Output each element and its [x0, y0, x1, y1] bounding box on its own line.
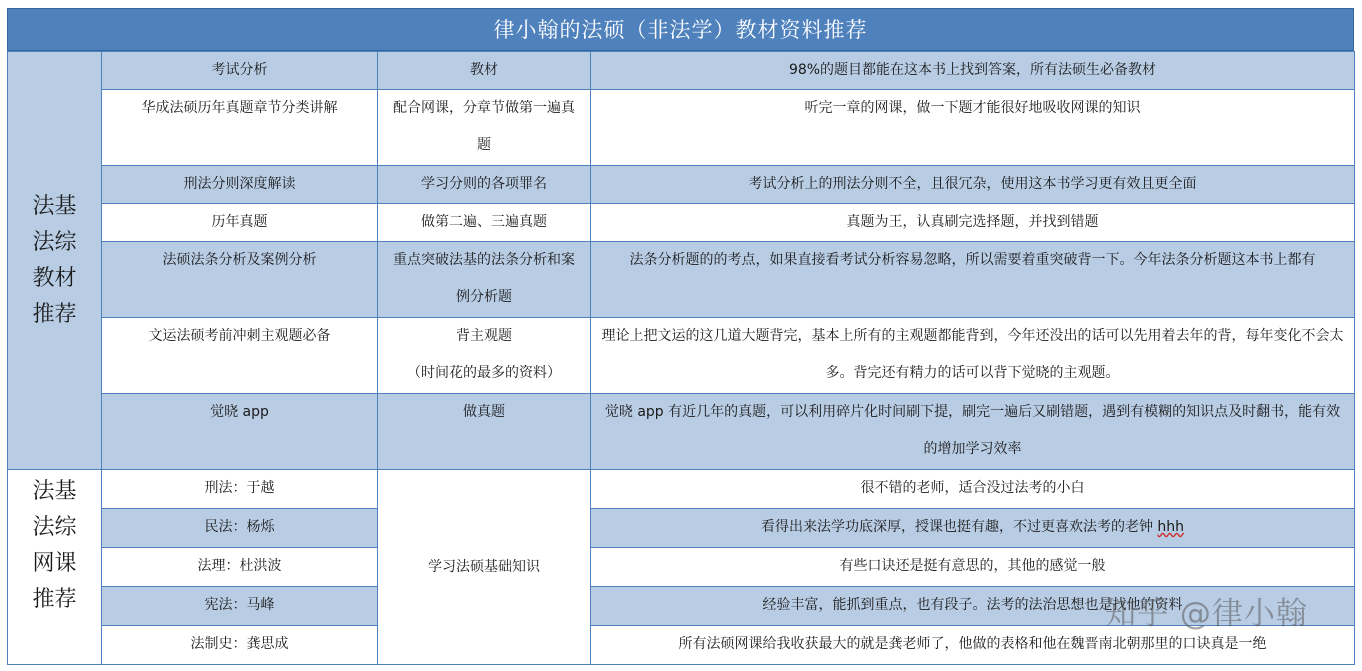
book-comment: 真题为王，认真刷完选择题，并找到错题 — [591, 204, 1355, 242]
book-name: 历年真题 — [102, 204, 378, 242]
recommendation-sheet — [7, 8, 1354, 664]
book-use: 重点突破法基的法条分析和案例分析题 — [378, 242, 591, 318]
course-comment: 有些口诀还是挺有意思的，其他的感觉一般 — [591, 548, 1355, 587]
book-use: 做第二遍、三遍真题 — [378, 204, 591, 242]
book-use: 做真题 — [378, 394, 591, 470]
book-comment: 98%的题目都能在这本书上找到答案，所有法硕生必备教材 — [591, 52, 1355, 90]
course-comment: 看得出来法学功底深厚，授课也挺有趣，不过更喜欢法考的老钟 hhh — [591, 509, 1355, 548]
course-teacher: 法理：杜洪波 — [102, 548, 378, 587]
zhihu-watermark: 知乎 @律小翰 — [1105, 596, 1308, 632]
table-row — [8, 470, 1355, 509]
table-row — [8, 52, 1355, 90]
table-row — [8, 90, 1355, 166]
book-use: 配合网课，分章节做第一遍真题 — [378, 90, 591, 166]
course-teacher: 法制史：龚思成 — [102, 626, 378, 665]
course-comment: 所有法硕网课给我收获最大的就是龚老师了，他做的表格和他在魏晋南北朝那里的口诀真是一绝 — [591, 626, 1355, 665]
book-name: 考试分析 — [102, 52, 378, 90]
table-row — [8, 318, 1355, 394]
book-use: 教材 — [378, 52, 591, 90]
section-label-textbooks: 法基 法综 教材 推荐 — [8, 52, 102, 470]
course-teacher: 刑法：于越 — [102, 470, 378, 509]
book-use: 学习分则的各项罪名 — [378, 166, 591, 204]
table-row — [8, 548, 1355, 587]
course-teacher: 民法：杨烁 — [102, 509, 378, 548]
course-teacher: 宪法：马峰 — [102, 587, 378, 626]
book-name: 刑法分则深度解读 — [102, 166, 378, 204]
book-comment: 理论上把文运的这几道大题背完，基本上所有的主观题都能背到，今年还没出的话可以先用着去年的背，每年变化不会太多。背完还有精力的话可以背下觉晓的主观题。 — [591, 318, 1355, 394]
book-comment: 听完一章的网课，做一下题才能很好地吸收网课的知识 — [591, 90, 1355, 166]
course-comment: 很不错的老师，适合没过法考的小白 — [591, 470, 1355, 509]
book-name: 觉晓 app — [102, 394, 378, 470]
table-row — [8, 242, 1355, 318]
course-comment: 经验丰富，能抓到重点，也有段子。法考的法治思想也是找他的资料 — [591, 587, 1355, 626]
course-use: 学习法硕基础知识 — [378, 470, 591, 665]
table-row — [8, 626, 1355, 665]
table-row — [8, 166, 1355, 204]
book-comment: 法条分析题的的考点，如果直接看考试分析容易忽略，所以需要着重突破背一下。今年法条分析题这本书上都有 — [591, 242, 1355, 318]
recommendation-table — [7, 51, 1355, 665]
table-row — [8, 394, 1355, 470]
sheet-title: 律小翰的法硕（非法学）教材资料推荐 — [7, 8, 1354, 51]
book-name: 华成法硕历年真题章节分类讲解 — [102, 90, 378, 166]
book-use: 背主观题 （时间花的最多的资料） — [378, 318, 591, 394]
table-row — [8, 509, 1355, 548]
section-label-courses: 法基 法综 网课 推荐 — [8, 470, 102, 665]
table-row — [8, 204, 1355, 242]
book-comment: 觉晓 app 有近几年的真题，可以利用碎片化时间刷下提，刷完一遍后又刷错题，遇到有模糊的知识点及时翻书，能有效的增加学习效率 — [591, 394, 1355, 470]
table-row — [8, 587, 1355, 626]
book-comment: 考试分析上的刑法分则不全，且很冗杂，使用这本书学习更有效且更全面 — [591, 166, 1355, 204]
book-name: 文运法硕考前冲刺主观题必备 — [102, 318, 378, 394]
book-name: 法硕法条分析及案例分析 — [102, 242, 378, 318]
